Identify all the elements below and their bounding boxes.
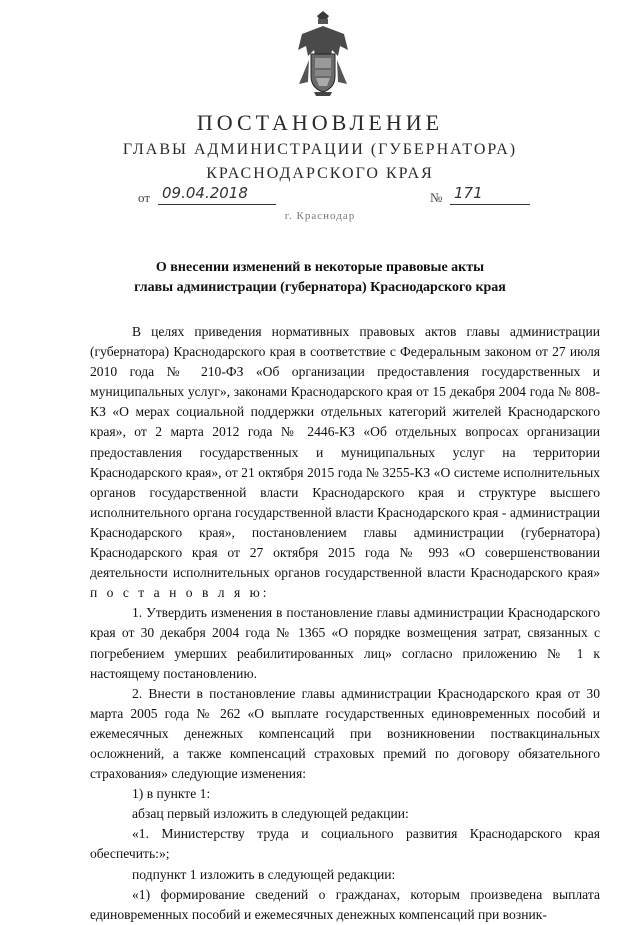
document-title-line2: главы администрации (губернатора) Краснодарского края <box>134 280 506 295</box>
number-underline <box>450 204 530 205</box>
date-prefix: от <box>138 190 151 205</box>
issuer-heading-line2: КРАСНОДАРСКОГО КРАЯ <box>206 165 434 182</box>
preamble-paragraph <box>90 322 600 603</box>
paragraph-5: «1. Министерству труда и социального развития Краснодарского края обеспечить:»; <box>90 826 600 862</box>
document-number: 171 <box>454 184 483 202</box>
paragraph-4: абзац первый изложить в следующей редакции: <box>132 806 409 822</box>
issuer-heading-line1: ГЛАВЫ АДМИНИСТРАЦИИ (ГУБЕРНАТОРА) <box>122 141 518 158</box>
date-underline <box>158 204 276 205</box>
decree-word: п о с т а н о в л я ю: <box>90 585 270 601</box>
coat-of-arms-emblem <box>294 10 352 98</box>
document-body <box>90 322 600 925</box>
paragraph-1: 1. Утвердить изменения в постановление главы администрации Краснодарского края от 30 декабря 2004 года № 1365 «О порядке возмещения затрат, связанных с погребением умерших реабилитированных лиц» согласно приложению № 1 к настоящему постановлению. <box>90 605 600 681</box>
preamble-text: В целях приведения нормативных правовых актов главы администрации (губернатора) Краснодарского края в соответствие с Федеральным законом от 27 июля 2010 года № 210-ФЗ «Об организации предоставления государственных и муниципальных услуг», законами Краснодарского края от 15 декабря 2004 года № 808-КЗ «О мерах социальной поддержки отдельных категорий жителей Краснодарского края», от 2 марта 2012 года № 2446-КЗ «Об отдельных вопросах организации предоставления государственных и муниципальных услуг на территории Краснодарского края», от 21 октября 2015 года № 3255-КЗ «О системе исполнительных органов государственной власти Краснодарского края и структуре высшего исполнительного органа государственной власти Краснодарского края - администрации Краснодарского края», постановлением главы администрации (губернатора) Краснодарского края от 27 октября 2015 года № 993 «О совершенствовании деятельности исполнительных органов государственной власти Краснодарского края» <box>90 324 600 581</box>
issue-city: г. Краснодар <box>284 210 356 222</box>
document-title-line1: О внесении изменений в некоторые правовые акты <box>155 260 485 275</box>
paragraph-6: подпункт 1 изложить в следующей редакции: <box>132 866 396 882</box>
paragraph-3: 1) в пункте 1: <box>132 786 211 802</box>
document-type-heading: ПОСТАНОВЛЕНИЕ <box>196 110 444 135</box>
paragraph-7: «1) формирование сведений о гражданах, которым произведена выплата единовременных пособий и ежемесячных денежных компенсаций при возник- <box>90 886 600 922</box>
document-date: 09.04.2018 <box>162 184 248 202</box>
number-prefix: № <box>430 190 443 205</box>
paragraph-2: 2. Внести в постановление главы администрации Краснодарского края от 30 марта 2005 года № 262 «О выплате государственных единовременных пособий и ежемесячных денежных компенсаций при возникновении поствакцинальных осложнений, а также компенсаций страховых премий по договору обязательного страхования» следующие изменения: <box>90 685 600 782</box>
